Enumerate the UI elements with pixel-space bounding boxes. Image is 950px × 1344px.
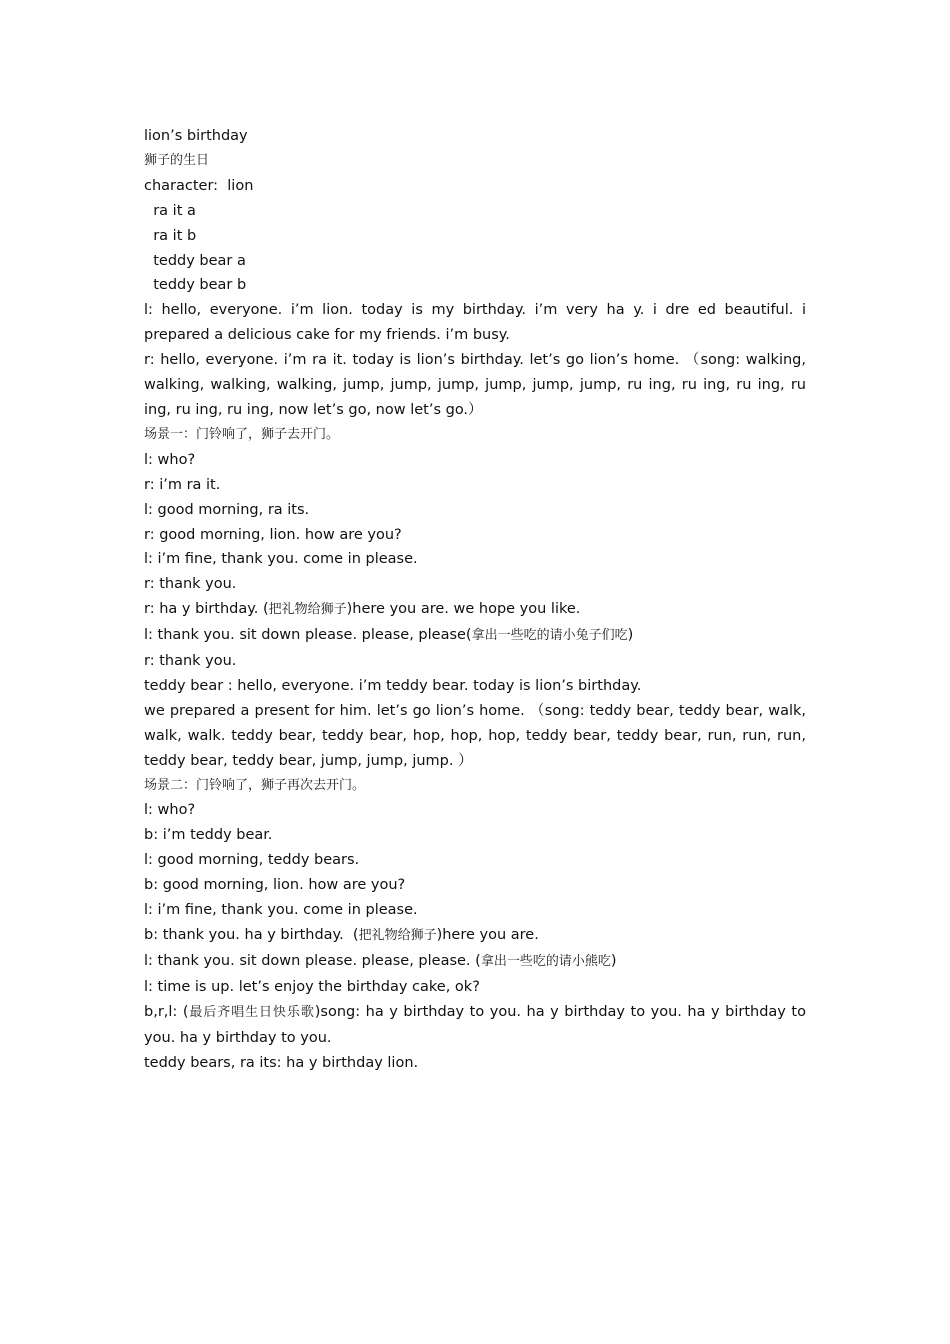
birthday-song [144,1000,811,1051]
dialogue-line: l: good morning, ra its. [144,501,310,518]
dialogue-line: r: thank you. [144,653,237,670]
dialogue-line: b: i’m teddy bear. [144,827,273,844]
dialogue-line: l: who? [144,451,196,468]
stage-direction: 最后齐唱生日快乐歌 [188,1004,315,1020]
lion-intro: l: hello, everyone. i’m lion. today is my birthday. i’m very ha y. i dre ed beautiful. i prepared a delicious cake for my friends. i’m busy. [144,302,811,344]
dialogue-line: r: good morning, lion. how are you? [144,526,402,543]
dialogue-text: l: thank you. sit down please. please, please. ( [144,952,481,969]
character-item: ra it b [144,227,197,244]
dialogue-text: l: thank you. sit down please. please, please( [144,627,472,644]
characters-label: character: lion [144,177,254,194]
dialogue-line: l: time is up. let’s enjoy the birthday cake, ok? [144,978,480,995]
dialogue-text: b: thank you. ha y birthday. ( [144,927,359,943]
stage-direction: 拿出一些吃的请小兔子们吃 [471,628,628,644]
dialogue-line-sit [144,949,806,975]
dialogue-line: l: i’m fine, thank you. come in please. [144,551,418,568]
dialogue-line: b: good morning, lion. how are you? [144,877,406,894]
stage-direction: 把礼物给狮子 [268,602,347,618]
rabbit-intro: r: hello, everyone. i’m ra it. today is lion’s birthday. let’s go lion’s home. （song: walking, walking, walking, walking, jump, jump, jump, jump, jump, jump, ru ing, ru ing, ru ing, ru ing, ru ing, ru ing, now let’s go, now let’s go.） [144,352,811,418]
stage-direction: 把礼物给狮子 [358,928,437,943]
scene-two-heading: 场景二：门铃响了，狮子再次去开门。 [144,777,366,793]
dialogue-line: r: thank you. [144,576,237,593]
document-page [144,124,811,1075]
dialogue-text: )song: ha y birthday to you. ha y birthday to you. ha y birthday to you. ha y birthday to you. [144,1003,811,1046]
document-subtitle: 狮子的生日 [144,152,210,168]
dialogue-line: r: i’m ra it. [144,476,221,493]
dialogue-text: b,r,l: ( [144,1003,189,1020]
teddy-intro: teddy bear : hello, everyone. i’m teddy bear. today is lion’s birthday. [144,677,642,694]
dialogue-line-sit [144,623,806,649]
dialogue-text: )here you are. we hope you like. [346,601,581,618]
dialogue-line-gift [144,597,806,623]
character-item: teddy bear b [144,277,247,294]
dialogue-line: l: who? [144,802,196,819]
teddy-song: we prepared a present for him. let’s go lion’s home. （song: teddy bear, teddy bear, walk, walk, walk. teddy bear, teddy bear, hop, hop, hop, teddy bear, teddy bear, run, run, run, teddy bear, teddy bear, jump, jump, jump. ） [144,702,811,769]
dialogue-line: l: good morning, teddy bears. [144,852,360,869]
dialogue-text: ) [610,952,617,969]
dialogue-text: ) [627,627,634,644]
scene-one-heading: 场景一：门铃响了，狮子去开门。 [144,426,340,442]
character-item: ra it a [144,202,196,219]
dialogue-text: )here you are. [436,927,539,943]
document-title: lion’s birthday [144,128,248,144]
character-item: teddy bear a [144,252,246,269]
dialogue-line-gift [144,923,806,949]
dialogue-line: l: i’m fine, thank you. come in please. [144,902,418,919]
stage-direction: 拿出一些吃的请小熊吃 [480,953,611,969]
dialogue-text: r: ha y birthday. ( [144,601,269,618]
final-line: teddy bears, ra its: ha y birthday lion. [144,1054,419,1071]
